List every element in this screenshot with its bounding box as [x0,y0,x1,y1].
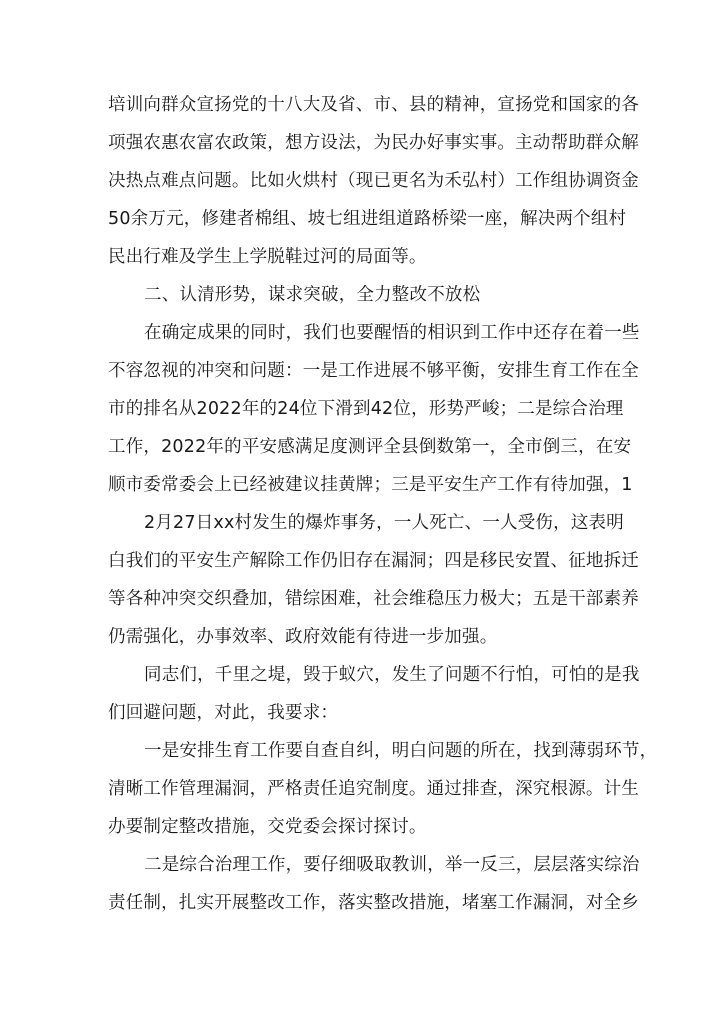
text-line: 责任制，扎实开展整改工作，落实整改措施，堵塞工作漏洞，对全乡 [108,893,639,913]
text-line: 民出行难及学生上学脱鞋过河的局面等。 [108,247,427,267]
text-line: 仍需强化，办事效率、政府效能有待进一步加强。 [108,627,498,647]
text-line: 培训向群众宣扬党的十八大及省、市、县的精神，宣扬党和国家的各 [108,95,639,115]
text-line: 在确定成果的同时，我们也要醒悟的相识到工作中还存在着一些 [144,323,640,343]
section-heading: 二、认清形势，谋求突破，全力整改不放松 [144,285,481,305]
text-line: 决热点难点问题。比如火烘村（现已更名为禾弘村）工作组协调资金 [108,171,639,191]
text-line: 等各种冲突交织叠加，错综困难，社会维稳压力极大；五是干部素养 [108,589,639,609]
text-line: 二是综合治理工作，要仔细吸取教训，举一反三，层层落实综治 [144,855,640,875]
text-line: 一是安排生育工作要自查自纠，明白问题的所在，找到薄弱环节， [144,741,658,761]
text-line: 们回避问题，对此，我要求： [108,703,339,723]
text-line: 同志们，千里之堤，毁于蚁穴，发生了问题不行怕，可怕的是我 [144,665,640,685]
text-line: 不容忽视的冲突和问题：一是工作进展不够平衡，安排生育工作在全 [108,361,639,381]
text-line: 工作，2022年的平安感满足度测评全县倒数第一，全市倒三，在安 [108,437,632,457]
text-line: 项强农惠农富农政策，想方设法，为民办好事实事。主动帮助群众解 [108,133,639,153]
text-line: 顺市委常委会上已经被建议挂黄牌；三是平安生产工作有待加强，1 [108,475,633,495]
text-line: 办要制定整改措施，交党委会探讨探讨。 [108,817,427,837]
text-line: 市的排名从2022年的24位下滑到42位，形势严峻；二是综合治理 [108,399,624,419]
text-line: 50余万元，修建者棉组、坡七组进组道路桥梁一座，解决两个组村 [108,209,627,229]
text-line: 白我们的平安生产解除工作仍旧存在漏洞；四是移民安置、征地拆迁 [108,551,639,571]
text-line: 2月27日xx村发生的爆炸事务，一人死亡、一人受伤，这表明 [144,513,624,533]
text-line: 清晰工作管理漏洞，严格责任追究制度。通过排查，深究根源。计生 [108,779,639,799]
